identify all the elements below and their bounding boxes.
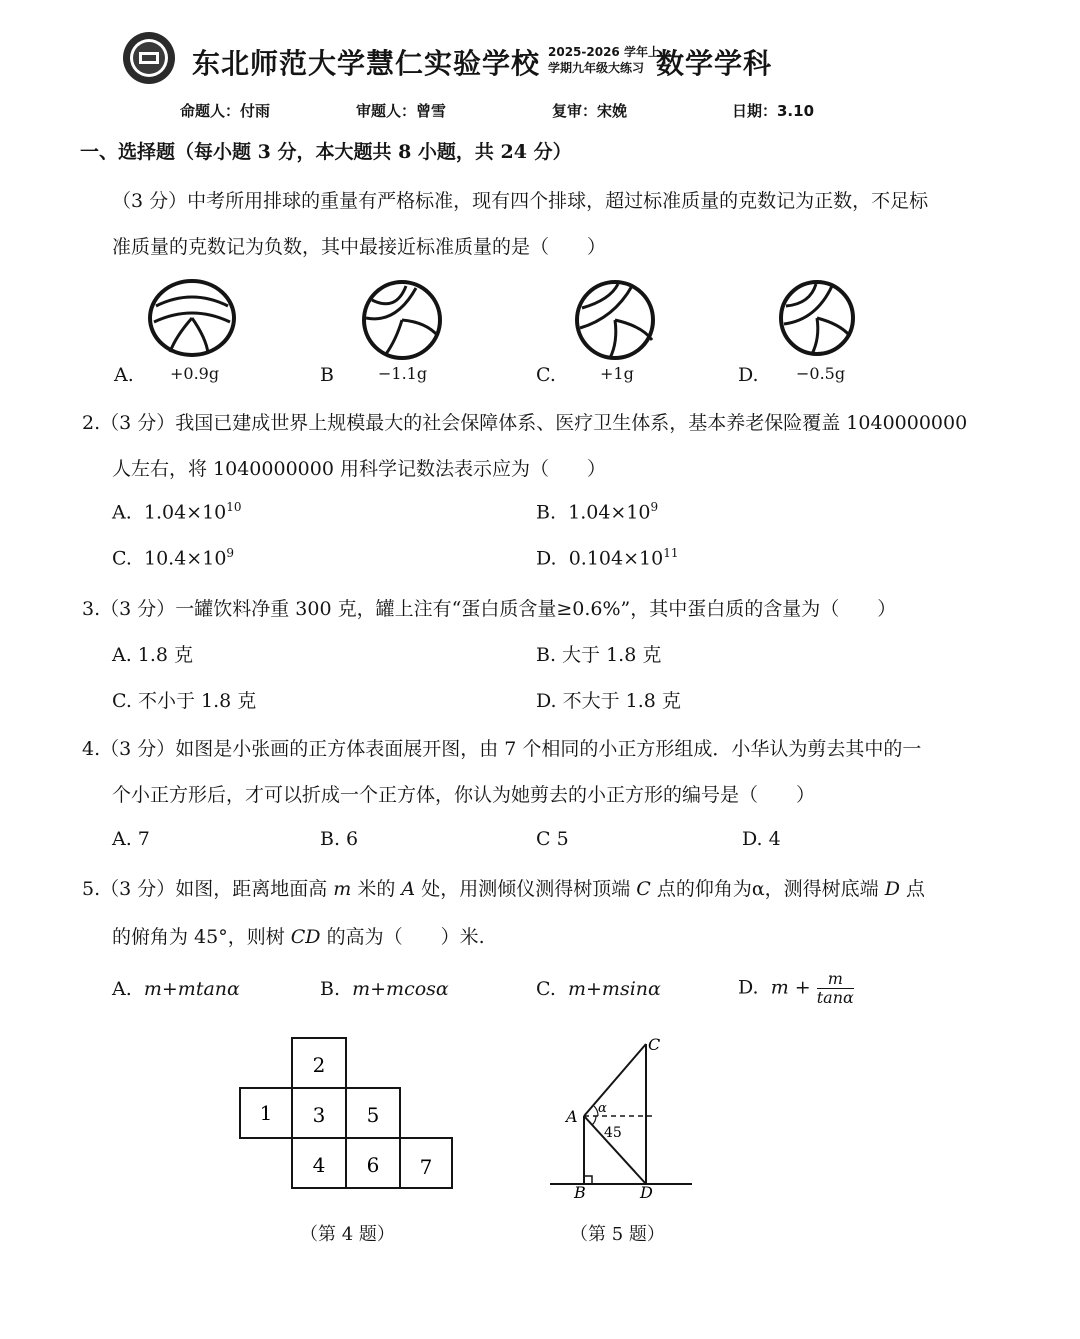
rechecker-label: 复审：宋娩 [552, 102, 628, 120]
date-label: 日期：3.10 [732, 102, 815, 120]
figure-5-caption: （第 5 题） [570, 1224, 665, 1245]
q5-line2: 的俯角为 45°，则树 CD 的高为（ ）米. [112, 926, 485, 948]
q4-option-c: C 5 [536, 828, 569, 850]
figure-4-caption: （第 4 题） [300, 1224, 395, 1245]
volleyball-a-icon [146, 278, 238, 358]
angle-45-label: 45 [604, 1125, 622, 1141]
q3-option-b: B. 大于 1.8 克 [536, 644, 662, 666]
net-cell-2: 2 [312, 1053, 326, 1077]
reviewer-label: 审题人：曾雪 [356, 102, 447, 120]
subject-title: 数学学科 [656, 47, 773, 80]
q1-option-d-label: D. [738, 364, 759, 386]
volleyball-d-icon [776, 278, 858, 358]
q2-line2: 人左右，将 1040000000 用科学记数法表示应为（ ） [112, 458, 606, 480]
q5-option-d-fraction: $\frac{m}{\tan\alpha}$ [816, 969, 854, 1007]
point-d-label: D [640, 1183, 653, 1202]
net-cell-5: 5 [366, 1103, 380, 1127]
q1-option-b-label: B [320, 364, 334, 386]
q2-line1: 2.（3 分）我国已建成世界上规模最大的社会保障体系、医疗卫生体系，基本养老保险覆盖 1040000000 [82, 412, 968, 434]
q1-option-d-value: −0.5g [796, 364, 846, 383]
q4-option-a: A. 7 [112, 828, 150, 850]
q1-line2: 准质量的克数记为负数，其中最接近标准质量的是（ ） [112, 236, 607, 258]
net-cell-4: 4 [312, 1153, 326, 1177]
section-heading: 一、选择题（每小题 3 分，本大题共 8 小题，共 24 分） [80, 141, 572, 163]
net-cell-3: 3 [312, 1103, 326, 1127]
q2-option-c: C. $10.4\times 10^9$ [112, 546, 235, 570]
net-cell-7: 7 [419, 1155, 433, 1179]
school-logo-seal [118, 30, 180, 86]
q1-option-b-value: −1.1g [378, 364, 428, 383]
q4-line2: 个小正方形后，才可以折成一个正方体，你认为她剪去的小正方形的编号是（ ） [112, 784, 816, 806]
q3-option-d: D. 不大于 1.8 克 [536, 690, 681, 712]
q1-option-c-label: C. [536, 364, 556, 386]
q3-line1: 3.（3 分）一罐饮料净重 300 克，罐上注有“蛋白质含量≥0.6%”，其中蛋白质的含量为（ ） [82, 598, 897, 620]
q3-option-c: C. 不小于 1.8 克 [112, 690, 257, 712]
point-c-label: C [648, 1035, 661, 1054]
alpha-label: α [598, 1101, 607, 1116]
q1-option-a-label: A. [114, 364, 134, 386]
school-name: 东北师范大学慧仁实验学校 [192, 47, 541, 80]
q5-option-c: C. m+msinα [536, 978, 661, 1000]
q5-option-a: A. m+mtanα [112, 978, 240, 1000]
q5-option-b: B. m+mcosα [320, 978, 449, 1000]
term-label: 2025-2026 学年上 学期九年级大练习 [548, 45, 660, 75]
q4-option-b: B. 6 [320, 828, 359, 850]
volleyball-b-icon [356, 278, 448, 362]
volleyball-c-icon [570, 278, 660, 362]
q1-option-c-value: +1g [600, 364, 634, 383]
point-a-label: A [566, 1107, 578, 1126]
q4-line1: 4.（3 分）如图是小张画的正方体表面展开图，由 7 个相同的小正方形组成．小华认为剪去其中的一 [82, 738, 922, 760]
cube-net-figure [236, 1036, 456, 1190]
net-cell-6: 6 [366, 1153, 380, 1177]
q5-line1: 5.（3 分）如图，距离地面高 m 米的 A 处，用测倾仪测得树顶端 C 点的仰角为α，测得树底端 D 点 [82, 878, 925, 900]
q2-option-a: A. $1.04\times 10^{10}$ [112, 500, 242, 524]
setter-label: 命题人：付雨 [180, 102, 271, 120]
tree-angle-figure [546, 1030, 696, 1202]
q2-option-d: D. $0.104\times 10^{11}$ [536, 546, 679, 570]
q3-option-a: A. 1.8 克 [112, 644, 194, 666]
q1-option-a-value: +0.9g [170, 364, 220, 383]
q5-option-d: D. m + $\frac{m}{\tan\alpha}$ [738, 969, 854, 1007]
q2-option-b: B. $1.04\times 10^9$ [536, 500, 659, 524]
net-cell-1: 1 [259, 1101, 273, 1125]
q4-option-d: D. 4 [742, 828, 781, 850]
point-b-label: B [574, 1183, 586, 1202]
q1-line1: （3 分）中考所用排球的重量有严格标准，现有四个排球，超过标准质量的克数记为正数，不足标 [112, 190, 929, 212]
